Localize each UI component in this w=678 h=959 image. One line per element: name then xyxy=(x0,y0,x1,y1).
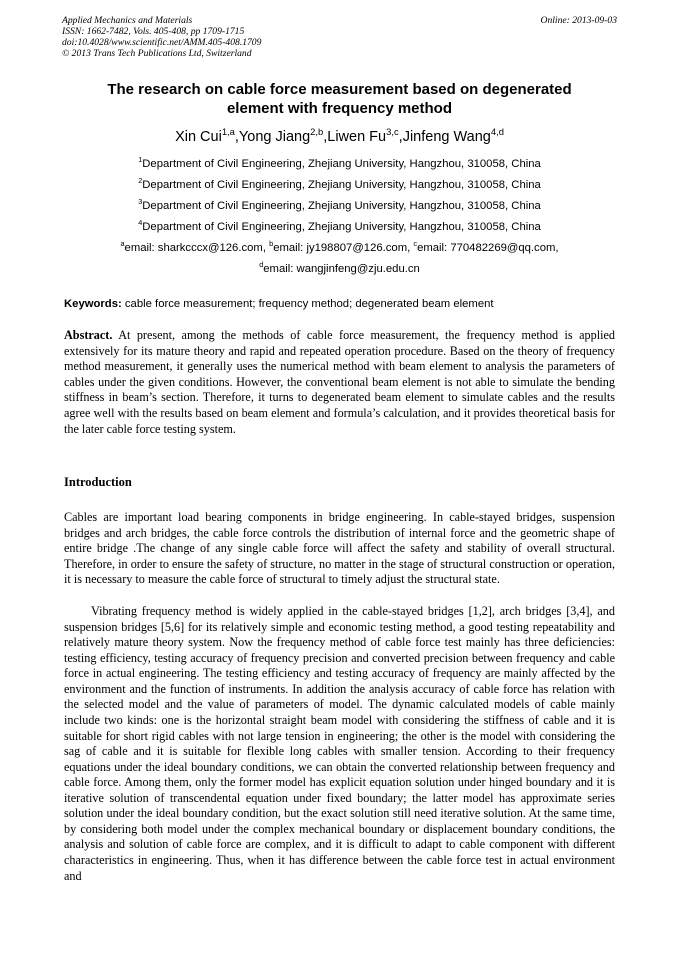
affiliation xyxy=(62,220,617,234)
title-line-2: element with frequency method xyxy=(226,100,453,117)
affiliation-sup: 1 xyxy=(138,155,143,165)
affiliation-text: Department of Civil Engineering, Zhejiang University, Hangzhou, 310058, China xyxy=(142,200,541,212)
email-sup: c xyxy=(413,239,418,249)
affiliation-text: Department of Civil Engineering, Zhejiang University, Hangzhou, 310058, China xyxy=(142,221,541,233)
email-line xyxy=(62,262,617,276)
author-sup: 2,b xyxy=(310,126,324,138)
author-name: Liwen Fu xyxy=(327,129,387,145)
title-line-1: The research on cable force measurement based on degenerated xyxy=(107,81,572,98)
journal-header xyxy=(62,15,617,59)
affiliation-text: Department of Civil Engineering, Zhejiang University, Hangzhou, 310058, China xyxy=(142,179,541,191)
email-b: email: jy198807@126.com, xyxy=(273,242,414,254)
body-paragraph: Vibrating frequency method is widely applied in the cable-stayed bridges [1,2], arch bridges [3,4], and suspension bridges [5,6] for its relatively simple and economic testing method, a good testing repeatability and relatively mature theory system. Now the frequency method of cable force test mainly has three deficiencies: testing efficiency, testing accuracy of frequency precision and converted precision between frequency and cable force in actual engineering. The testing efficiency and testing accuracy of frequency are mainly affected by the environment and the function of instruments. In addition the analysis accuracy of cable force has relation with the selected model and the value of parameters of model. The dynamic calculated models of cable mainly include two kinds: one is the horizontal straight beam model with considering the stiffness of cable and it is suitable for short rigid cables with not large tension in engineering; the other is the model with considering the sag of cable and it is suitable for flexible long cables with smaller tension. According to their frequency equations under the ideal boundary conditions, we can obtain the converted relationship between frequency and cable force. Among them, only the former model has explicit equation solution under hinged boundary and it is iterative solution of transcendental equation under fixed boundary; the latter model has approximate series solution under the ideal boundary condition, but the exact solution still need iterative solution. At the same time, by considering both model under the complex mechanical boundary or displacement boundary conditions, the analysis and solution of cable force are complex, and it is difficult to adapt to cable component with different characteristics in engineering. Thus, when it has difference between the cable force test in actual environment and xyxy=(64,604,615,883)
paper-title xyxy=(62,80,617,118)
email-sup: a xyxy=(120,239,125,249)
author-sup: 1,a xyxy=(221,126,235,138)
keywords xyxy=(64,297,617,311)
keywords-text: cable force measurement; frequency method; degenerated beam element xyxy=(121,298,494,310)
author-list xyxy=(62,127,617,147)
journal-issn: ISSN: 1662-7482, Vols. 405-408, pp 1709-1715 xyxy=(62,26,245,37)
section-heading: Introduction xyxy=(64,475,132,489)
email-line xyxy=(62,241,617,255)
author-sup: 4,d xyxy=(490,126,504,138)
affiliation xyxy=(62,157,617,171)
author-name: Yong Jiang xyxy=(238,129,311,145)
affiliation-sup: 2 xyxy=(138,176,143,186)
abstract-text: At present, among the methods of cable force measurement, the frequency method is applied extensively for its mature theory and rapid and repeated operation procedure. Based on the theory of frequency method measurement, it generally uses the numerical method with beam element to analysis the parameters of cables under the given conditions. However, the conventional beam element is not able to simulate the bending stiffness in beam’s section. Therefore, it turns to degenerated beam element to simulate cables and the results agree well with the results based on beam element and formula’s calculation, and it provides theoretical basis for the later cable force testing system. xyxy=(64,328,615,436)
email-sup: d xyxy=(259,260,264,270)
journal-copyright: © 2013 Trans Tech Publications Ltd, Switzerland xyxy=(62,48,252,59)
keywords-label: Keywords: xyxy=(64,298,122,310)
author-sep: , xyxy=(234,129,239,145)
email-d: email: wangjinfeng@zju.edu.cn xyxy=(263,263,420,275)
abstract xyxy=(64,328,615,437)
affiliation xyxy=(62,178,617,192)
author-name: Xin Cui xyxy=(175,129,222,145)
journal-info xyxy=(62,15,617,59)
affiliation xyxy=(62,199,617,213)
abstract-label: Abstract. xyxy=(64,328,113,342)
affiliation-text: Department of Civil Engineering, Zhejiang University, Hangzhou, 310058, China xyxy=(142,158,541,170)
affiliation-sup: 3 xyxy=(138,197,143,207)
author-sep: , xyxy=(323,129,328,145)
journal-doi: doi:10.4028/www.scientific.net/AMM.405-408.1709 xyxy=(62,37,262,48)
body-paragraph: Cables are important load bearing components in bridge engineering. In cable-stayed bridges, suspension bridges and arch bridges, the cable force controls the distribution of internal force and the geometric shape of entire bridge .The change of any single cable force will affect the safety and stability of overall structural. Therefore, in order to ensure the safety of structure, no matter in the stage of structural construction or operation, it is necessary to measure the cable force of structural to timely adjust the structural state. xyxy=(64,510,615,587)
email-sup: b xyxy=(269,239,274,249)
email-c: email: 770482269@qq.com, xyxy=(417,242,559,254)
email-a: email: sharkcccx@126.com, xyxy=(124,242,270,254)
author-name: Jinfeng Wang xyxy=(402,129,491,145)
journal-name: Applied Mechanics and Materials xyxy=(62,15,193,26)
affiliation-sup: 4 xyxy=(138,218,143,228)
author-sup: 3,c xyxy=(386,126,399,138)
online-date: Online: 2013-09-03 xyxy=(540,15,617,26)
author-sep: , xyxy=(398,129,403,145)
